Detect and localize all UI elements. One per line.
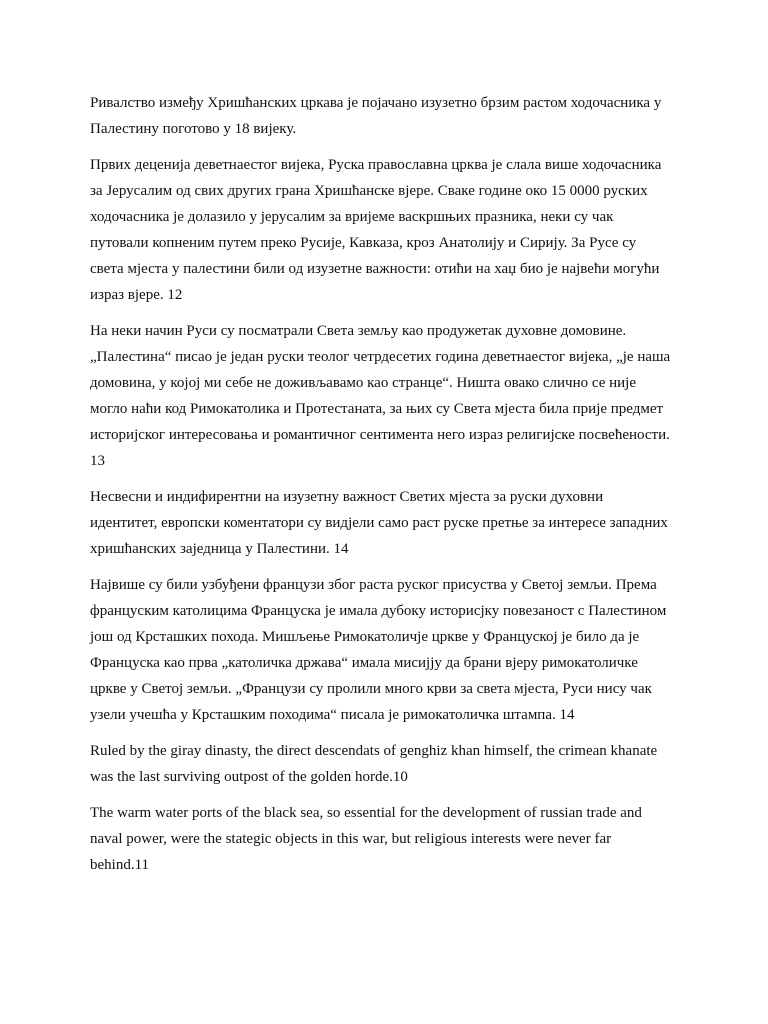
paragraph-3: На неки начин Руси су посматрали Света земљу као продужетак духовне домовине. „Палестина“ писао је један руски теолог четрдесетих година деветнаестог вијека, „је наша домовина, у којој ми себе не доживљавамо као странце“. Ништа овако слично се није могло наћи код Римокатолика и Протестаната, за њих су Света мјеста била прије предмет историјског интересовања и романтичног сентимента него израз религијске посвећености. 13 bbox=[90, 323, 671, 469]
paragraph-7: The warm water ports of the black sea, so essential for the development of russian trade and naval power, were the stategic objects in this war, but religious interests were never far behind.11 bbox=[90, 805, 642, 873]
paragraph-4: Несвесни и индифирентни на изузетну важност Светих мјеста за руски духовни идентитет, европски коментатори су видјели само раст руске претње за интересе западних хришћанских заједница у Палестини. 14 bbox=[90, 489, 668, 557]
paragraph-1: Ривалство између Хришћанских цркава је појачано изузетно брзим растом ходочасника у Палестину поготово у 18 вијеку. bbox=[90, 95, 662, 137]
paragraph-2: Првих деценија деветнаестог вијека, Руска православна црква је слала више ходочасника за Јерусалим од свих других грана Хришћанске вјере. Сваке године око 15 0000 руских ходочасника је долазило у јерусалим за вријеме васкршњих празника, неки су чак путовали копненим путем преко Русије, Кавказа, кроз Анатолију и Сирију. За Русе су света мјеста у палестини били од изузетне важности: отићи на хаџ био је највећи могући израз вјере. 12 bbox=[90, 157, 662, 303]
paragraph-5: Највише су били узбуђени французи због раста руског присуства у Светој земљи. Према француским католицима Француска је имала дубоку историсјку повезаност с Палестином још од Крсташких похода. Мишљење Римокатоличје цркве у Француској је било да је Француска као прва „католичка држава“ имала мисијју да брани вјеру римокатоличке цркве у Светој земљи. „Французи су пролили много крви за света мјеста, Руси нису чак узели учешћа у Крсташким походима“ писала је римокатоличка штампа. 14 bbox=[90, 577, 667, 723]
document-body bbox=[90, 90, 680, 888]
paragraph-6: Ruled by the giray dinasty, the direct descendats of genghiz khan himself, the crimean khanate was the last surviving outpost of the golden horde.10 bbox=[90, 743, 658, 785]
